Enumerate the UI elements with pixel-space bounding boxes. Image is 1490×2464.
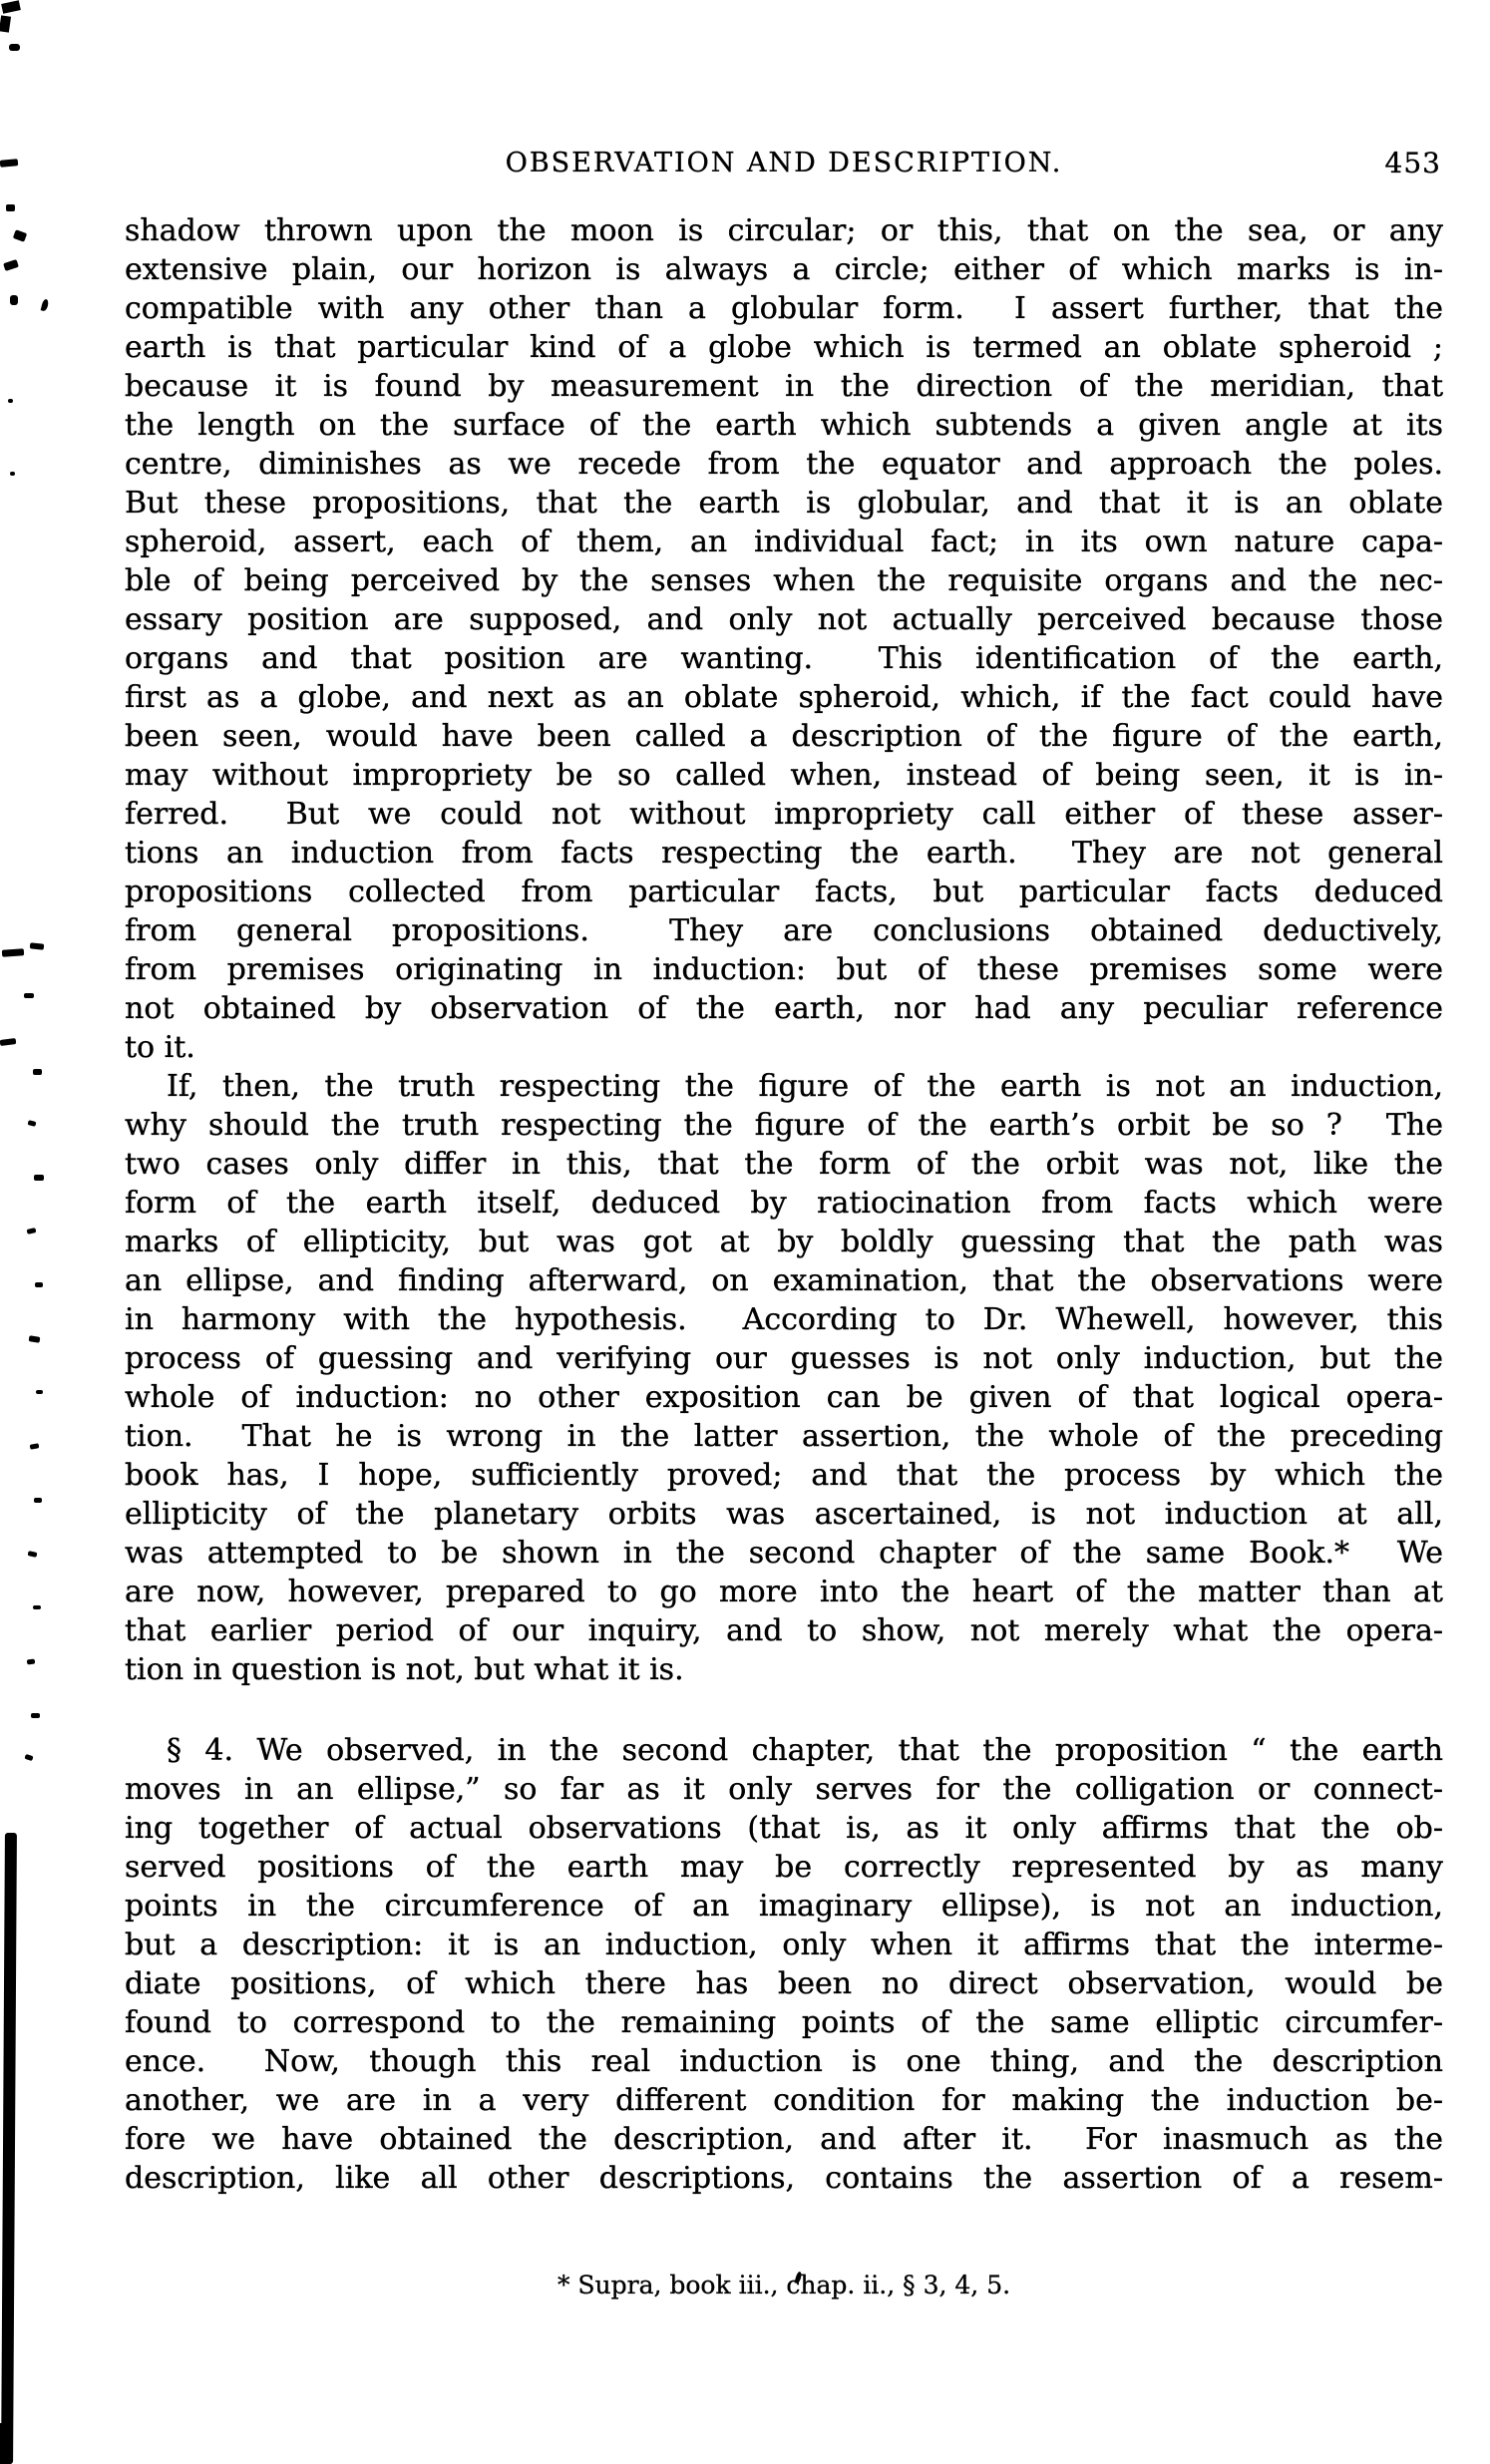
text-line: marks of ellipticity, but was got at by boldly guessing that the path was	[125, 1225, 1443, 1259]
text-line: form of the earth itself, deduced by ratiocination from facts which were	[125, 1186, 1443, 1221]
text-line: ellipticity of the planetary orbits was ascertained, is not induction at all,	[125, 1497, 1443, 1532]
text-line: in harmony with the hypothesis. According to Dr. Whewell, however, this	[125, 1302, 1443, 1337]
scan-speckle	[0, 1038, 16, 1046]
scan-speckle	[8, 399, 13, 403]
text-line: If, then, the truth respecting the figure of the earth is not an induction,	[167, 1069, 1443, 1104]
scan-speckle	[24, 993, 34, 998]
page-body	[125, 211, 1443, 2198]
running-header	[125, 146, 1443, 181]
text-line: tion in question is not, but what it is.	[125, 1652, 684, 1687]
text-line: because it is found by measurement in the direction of the meridian, that	[125, 369, 1443, 404]
text-line: organs and that position are wanting. This identification of the earth,	[125, 641, 1443, 676]
text-line: But these propositions, that the earth is globular, and that it is an oblate	[125, 486, 1443, 521]
text-line: another, we are in a very different condition for making the induction be-	[125, 2083, 1443, 2118]
scan-speckle	[9, 44, 20, 51]
text-line: are now, however, prepared to go more into the heart of the matter than at	[125, 1575, 1443, 1609]
text-line: why should the truth respecting the figure of the earth’s orbit be so ? The	[125, 1108, 1443, 1143]
scan-speckle	[27, 1228, 37, 1234]
scan-speckle	[31, 1713, 40, 1718]
scan-speckle	[0, 15, 11, 32]
text-line: an ellipse, and finding afterward, on examination, that the observations were	[125, 1263, 1443, 1298]
scan-speckle	[10, 472, 15, 476]
text-line: description, like all other descriptions, contains the assertion of a resem-	[125, 2161, 1443, 2196]
text-line: book has, I hope, sufficiently proved; and that the process by which the	[125, 1458, 1443, 1493]
scan-speckle	[28, 1551, 38, 1558]
text-block	[125, 146, 1443, 2301]
text-line: spheroid, assert, each of them, an individual fact; in its own nature capa-	[125, 525, 1443, 559]
text-line: essary position are supposed, and only not actually perceived because those	[125, 602, 1443, 637]
text-line: from general propositions. They are conclusions obtained deductively,	[125, 913, 1443, 948]
running-header-title: OBSERVATION AND DESCRIPTION.	[505, 148, 1063, 178]
text-line: not obtained by observation of the earth, nor had any peculiar reference	[125, 991, 1443, 1026]
text-line: was attempted to be shown in the second chapter of the same Book.* We	[125, 1536, 1443, 1571]
scan-speckle	[30, 1443, 40, 1449]
text-line: served positions of the earth may be correctly represented by as many	[125, 1850, 1443, 1885]
scan-speckle	[33, 1605, 41, 1609]
scan-speckle	[27, 1658, 36, 1664]
text-line: that earlier period of our inquiry, and to show, not merely what the opera-	[125, 1613, 1443, 1648]
text-line: process of guessing and verifying our guesses is not only induction, but the	[125, 1341, 1443, 1376]
text-line: the length on the surface of the earth which subtends a given angle at its	[125, 408, 1443, 443]
text-line: tion. That he is wrong in the latter assertion, the whole of the preceding	[125, 1419, 1443, 1454]
scan-speckle	[34, 1498, 42, 1503]
page-number: 453	[1384, 147, 1441, 179]
scan-speckle	[2, 948, 24, 957]
scan-speckle	[34, 1175, 44, 1181]
scan-speckle	[30, 942, 45, 949]
text-line: ferred. But we could not without impropriety call either of these asser-	[125, 797, 1443, 832]
text-line: moves in an ellipse,” so far as it only serves for the colligation or connect-	[125, 1772, 1443, 1807]
scan-speckle	[6, 204, 15, 211]
text-line: found to correspond to the remaining points of the same elliptic circumfer-	[125, 2005, 1443, 2040]
text-line: ing together of actual observations (that is, as it only affirms that the ob-	[125, 1811, 1443, 1846]
scan-speckle	[41, 298, 50, 311]
scan-speckle	[36, 1390, 43, 1394]
text-line: but a description: it is an induction, only when it affirms that the interme-	[125, 1928, 1443, 1962]
text-line: centre, diminishes as we recede from the equator and approach the poles.	[125, 447, 1443, 482]
text-line: shadow thrown upon the moon is circular; or this, that on the sea, or any	[125, 213, 1443, 248]
text-line: propositions collected from particular facts, but particular facts deduced	[125, 875, 1443, 909]
scan-speckle	[10, 295, 18, 305]
text-line: whole of induction: no other exposition can be given of that logical opera-	[125, 1380, 1443, 1415]
text-line: diate positions, of which there has been no direct observation, would be	[125, 1966, 1443, 2001]
footnote: * Supra, book iii., chap. ii., § 3, 4, 5.	[557, 2271, 1011, 2299]
scan-binding-bar	[1, 1833, 17, 2464]
text-line: points in the circumference of an imaginary ellipse), is not an induction,	[125, 1889, 1443, 1924]
text-line: ble of being perceived by the senses when the requisite organs and the nec-	[125, 563, 1443, 598]
text-line: may without impropriety be so called when, instead of being seen, it is in-	[125, 758, 1443, 793]
text-line: to it.	[125, 1030, 195, 1065]
scan-speckle	[1, 0, 21, 14]
text-line: § 4. We observed, in the second chapter, that the proposition “ the earth	[167, 1733, 1443, 1768]
scan-speckle	[0, 159, 18, 168]
text-line: earth is that particular kind of a globe which is termed an oblate spheroid ;	[125, 330, 1443, 365]
text-line: compatible with any other than a globular form. I assert further, that the	[125, 291, 1443, 326]
scan-speckle	[3, 259, 19, 271]
scan-speckle	[35, 1282, 43, 1287]
text-line: two cases only differ in this, that the form of the orbit was not, like the	[125, 1147, 1443, 1182]
text-line: tions an induction from facts respecting the earth. They are not general	[125, 836, 1443, 871]
text-line: extensive plain, our horizon is always a circle; either of which marks is in-	[125, 252, 1443, 287]
text-line: first as a globe, and next as an oblate spheroid, which, if the fact could have	[125, 680, 1443, 715]
scan-speckle	[29, 1335, 41, 1343]
text-line: from premises originating in induction: but of these premises some were	[125, 952, 1443, 987]
text-line: fore we have obtained the description, and after it. For inasmuch as the	[125, 2122, 1443, 2157]
text-line: been seen, would have been called a description of the figure of the earth,	[125, 719, 1443, 754]
scan-speckle	[33, 1069, 42, 1075]
scan-speckle	[13, 229, 27, 242]
scan-speckle	[0, 2423, 9, 2464]
scan-speckle	[24, 1754, 33, 1761]
scan-speckle	[27, 1120, 36, 1127]
text-line: ence. Now, though this real induction is one thing, and the description	[125, 2044, 1443, 2079]
